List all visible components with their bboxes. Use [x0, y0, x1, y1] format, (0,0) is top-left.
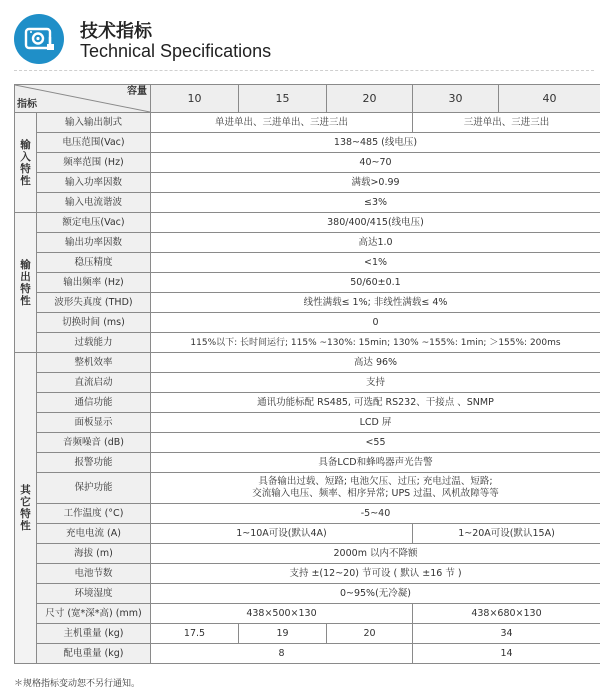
ups-gear-icon — [14, 14, 64, 64]
row-value: 1~20A可设(默认15A) — [413, 524, 600, 544]
row-label: 尺寸 (宽*深*高) (mm) — [37, 604, 151, 624]
table-header-row — [15, 85, 600, 113]
footnote: ＊规格指标变动恕不另行通知。 — [14, 679, 141, 689]
row-label: 输入电流谐波 — [37, 193, 151, 213]
table-row — [15, 273, 600, 293]
row-value: 138~485 (线电压) — [151, 133, 600, 153]
table-row — [15, 193, 600, 213]
row-label: 工作温度 (°C) — [37, 504, 151, 524]
row-value: 19 — [239, 624, 327, 644]
row-value: 20 — [327, 624, 413, 644]
header-corner-cell — [15, 85, 151, 113]
row-value: 高达 96% — [151, 353, 600, 373]
table-row — [15, 624, 600, 644]
table-row — [15, 604, 600, 624]
table-row — [15, 213, 600, 233]
row-value: 线性满载≤ 1%; 非线性满载≤ 4% — [151, 293, 600, 313]
row-value: 0~95%(无冷凝) — [151, 584, 600, 604]
spec-table — [14, 84, 600, 664]
row-label: 直流启动 — [37, 373, 151, 393]
table-row — [15, 333, 600, 353]
row-value: 115%以下: 长时间运行; 115% ~130%: 15min; 130% ~155%: 1min; ＞155%: 200ms — [151, 333, 600, 353]
row-value: 2000m 以内不降额 — [151, 544, 600, 564]
row-value: 三进单出、三进三出 — [413, 113, 600, 133]
row-label: 充电电流 (A) — [37, 524, 151, 544]
table-row — [15, 473, 600, 504]
row-value: 50/60±0.1 — [151, 273, 600, 293]
protection-line-2: 交流输入电压、频率、相序异常; UPS 过温、风机故障等等 — [252, 488, 499, 499]
row-value: 40~70 — [151, 153, 600, 173]
row-value: 8 — [151, 644, 413, 664]
row-value: 高达1.0 — [151, 233, 600, 253]
table-row — [15, 413, 600, 433]
row-label: 电池节数 — [37, 564, 151, 584]
row-label: 过载能力 — [37, 333, 151, 353]
table-row — [15, 564, 600, 584]
row-label: 电压范围(Vac) — [37, 133, 151, 153]
row-label: 频率范围 (Hz) — [37, 153, 151, 173]
table-row — [15, 393, 600, 413]
section-input: 输 入 特 性 — [15, 113, 37, 213]
table-row — [15, 293, 600, 313]
capacity-40: 40 — [499, 85, 600, 113]
row-label: 输入功率因数 — [37, 173, 151, 193]
row-label: 波形失真度 (THD) — [37, 293, 151, 313]
table-row — [15, 153, 600, 173]
page-title-cn: 技术指标 — [80, 21, 152, 42]
row-label: 稳压精度 — [37, 253, 151, 273]
row-label: 保护功能 — [37, 473, 151, 504]
row-label: 输入输出制式 — [37, 113, 151, 133]
corner-capacity-label: 容量 — [127, 86, 147, 97]
section-other: 其 它 特 性 — [15, 353, 37, 664]
row-value: 满载>0.99 — [151, 173, 600, 193]
row-label: 音频噪音 (dB) — [37, 433, 151, 453]
capacity-10: 10 — [151, 85, 239, 113]
header-divider — [14, 70, 594, 71]
row-value: 17.5 — [151, 624, 239, 644]
row-value: 支持 ±(12~20) 节可设 ( 默认 ±16 节 ) — [151, 564, 600, 584]
protection-line-1: 具备输出过载、短路; 电池欠压、过压; 充电过温、短路; — [258, 476, 493, 487]
table-row — [15, 584, 600, 604]
row-label: 切换时间 (ms) — [37, 313, 151, 333]
row-label: 报警功能 — [37, 453, 151, 473]
row-label: 环境湿度 — [37, 584, 151, 604]
row-value: 438×500×130 — [151, 604, 413, 624]
row-value: 单进单出、三进单出、三进三出 — [151, 113, 413, 133]
capacity-30: 30 — [413, 85, 499, 113]
capacity-15: 15 — [239, 85, 327, 113]
row-label: 输出频率 (Hz) — [37, 273, 151, 293]
row-value — [151, 473, 600, 504]
row-value: 34 — [413, 624, 600, 644]
row-label: 整机效率 — [37, 353, 151, 373]
table-row — [15, 313, 600, 333]
row-value: 14 — [413, 644, 600, 664]
row-label: 通信功能 — [37, 393, 151, 413]
table-row — [15, 113, 600, 133]
table-row — [15, 453, 600, 473]
table-row — [15, 253, 600, 273]
row-value: 具备LCD和蜂鸣器声光告警 — [151, 453, 600, 473]
section-output: 输 出 特 性 — [15, 213, 37, 353]
row-value: <55 — [151, 433, 600, 453]
row-value: 1~10A可设(默认4A) — [151, 524, 413, 544]
row-value: 0 — [151, 313, 600, 333]
row-value: LCD 屏 — [151, 413, 600, 433]
row-value: 通讯功能标配 RS485, 可选配 RS232、干接点 、SNMP — [151, 393, 600, 413]
row-label: 额定电压(Vac) — [37, 213, 151, 233]
table-row — [15, 644, 600, 664]
capacity-20: 20 — [327, 85, 413, 113]
page-title-en: Technical Specifications — [80, 41, 272, 61]
table-row — [15, 133, 600, 153]
table-row — [15, 524, 600, 544]
table-row — [15, 233, 600, 253]
corner-index-label: 指标 — [17, 99, 37, 110]
table-row — [15, 433, 600, 453]
row-label: 面板显示 — [37, 413, 151, 433]
row-value: 380/400/415(线电压) — [151, 213, 600, 233]
row-value: -5~40 — [151, 504, 600, 524]
row-value: ≤3% — [151, 193, 600, 213]
table-row — [15, 504, 600, 524]
row-value: 支持 — [151, 373, 600, 393]
row-value: 438×680×130 — [413, 604, 600, 624]
table-row — [15, 544, 600, 564]
table-row — [15, 373, 600, 393]
row-label: 主机重量 (kg) — [37, 624, 151, 644]
row-label: 输出功率因数 — [37, 233, 151, 253]
table-row — [15, 173, 600, 193]
row-label: 配电重量 (kg) — [37, 644, 151, 664]
header — [14, 14, 586, 74]
table-row — [15, 353, 600, 373]
row-label: 海拔 (m) — [37, 544, 151, 564]
row-value: <1% — [151, 253, 600, 273]
